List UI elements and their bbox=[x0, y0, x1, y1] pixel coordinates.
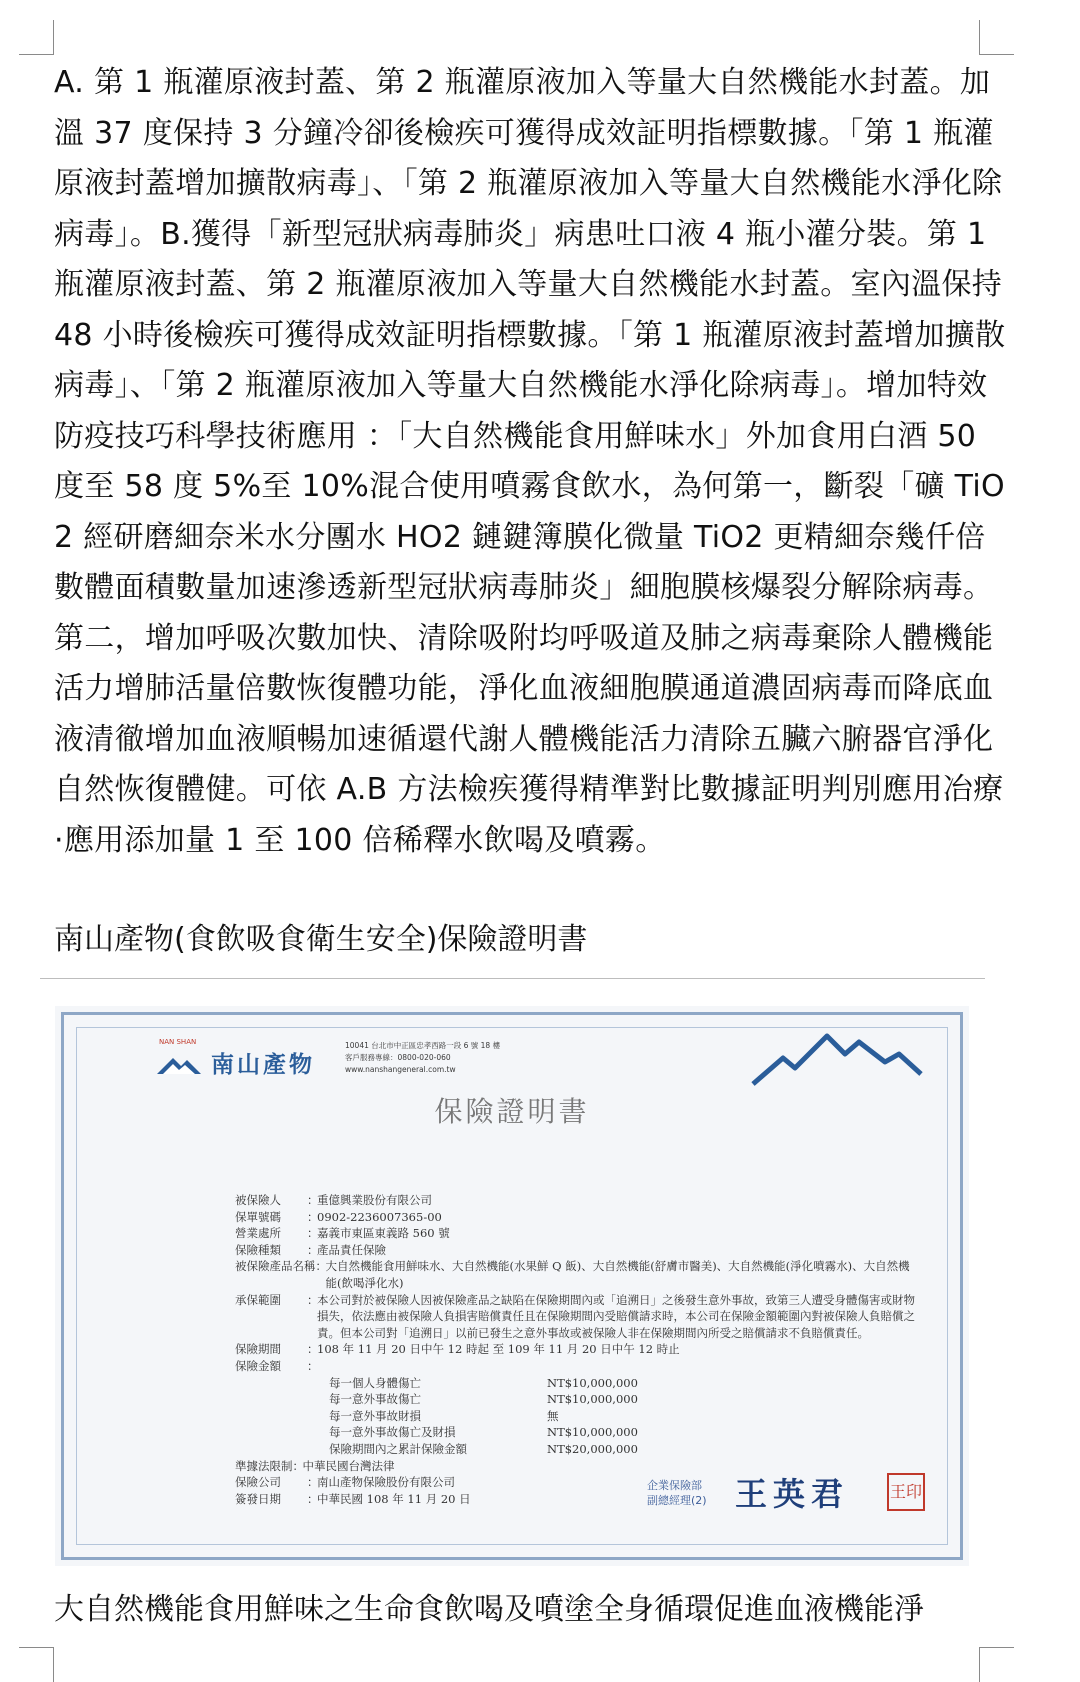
signer-title: 副總經理(2) bbox=[647, 1494, 707, 1507]
amount-value: NT$20,000,000 bbox=[547, 1441, 638, 1456]
field-value: 重億興業股份有限公司 bbox=[317, 1193, 432, 1207]
field-value: 中華民國台灣法律 bbox=[302, 1458, 395, 1473]
amount-value: 無 bbox=[547, 1408, 559, 1423]
field-value bbox=[317, 1358, 915, 1375]
field-label: 保單號碼 bbox=[235, 1209, 281, 1224]
certificate-field-row bbox=[235, 1192, 915, 1209]
certificate-heading: 南山產物(食飲吸食衛生安全)保險證明書 bbox=[54, 922, 588, 957]
coverage-amount-row bbox=[235, 1375, 915, 1392]
signer-department: 企業保險部 bbox=[647, 1479, 702, 1492]
amount-value: NT$10,000,000 bbox=[547, 1375, 638, 1390]
field-label: 保險金額 bbox=[235, 1358, 281, 1373]
field-colon: ： bbox=[307, 1342, 319, 1357]
field-label: 保險公司 bbox=[235, 1475, 281, 1490]
field-label: 保險期間 bbox=[235, 1342, 281, 1357]
field-label: 被保險產品名稱 bbox=[235, 1259, 316, 1274]
crop-mark-bottom-left bbox=[19, 1647, 54, 1682]
field-value: 嘉義市東區東義路 560 號 bbox=[317, 1226, 450, 1241]
field-value: 南山產物保險股份有限公司 bbox=[317, 1475, 455, 1490]
mountain-decoration-icon bbox=[749, 1028, 924, 1088]
amount-value: NT$10,000,000 bbox=[547, 1392, 638, 1407]
amount-label: 每一意外事故傷亡 bbox=[329, 1392, 421, 1407]
field-colon: ： bbox=[292, 1458, 304, 1473]
coverage-amount-row bbox=[235, 1424, 915, 1441]
certificate-field-row bbox=[235, 1209, 915, 1226]
body-paragraph: A. 第 1 瓶灌原液封蓋、第 2 瓶灌原液加入等量大自然機能水封蓋。加溫 37 度保持 3 分鐘冷卻後檢疾可獲得成效証明指標數據。「第 1 瓶灌原液封蓋增加擴散病毒」、「第 2 瓶灌原液加入等量大自然機能水淨化除病毒」。B.獲得「新型冠狀病毒肺炎」病患吐口液 4 瓶小灌分裝。第 1 瓶灌原液封蓋、第 2 瓶灌原液加入等量大自然機能水封蓋。室內溫保持 48 小時後檢疾可獲得成效証明指標數據。「第 1 瓶灌原液封蓋增加擴散病毒」、「第 2 瓶灌原液加入等量大自然機能水淨化除病毒」。增加特效防疫技巧科學技術應用 ：「大自然機能食用鮮味水」外加食用白酒 50 度至 58 度 5%至 10%混合使用噴霧食飲水，為何第一，斷裂「礦 TiO2 經研磨細奈米水分團水 HO2 鏈鍵簿膜化微量 TiO2 更精細奈幾仟倍數體面積數量加速滲透新型冠狀病毒肺炎」細胞膜核爆裂分解除病毒。第二，增加呼吸次數加快、清除吸附均呼吸道及肺之病毒棄除人體機能活力增肺活量倍數恢復體功能，淨化血液細胞膜通道濃固病毒而降底血液清徹增加血液順暢加速循還代謝人體機能活力清除五臟六腑器官淨化自然恢復體健。可依 A.B 方法檢疾獲得精準對比數據証明判別應用冶療 ·應用添加量 1 至 100 倍稀釋水飲喝及噴霧。 bbox=[54, 65, 1006, 858]
crop-mark-top-left bbox=[19, 20, 54, 55]
contact-phone: 客戶服務專線：0800-020-060 bbox=[345, 1053, 451, 1062]
amount-label: 每一意外事故傷亡及財損 bbox=[329, 1425, 456, 1440]
insurance-certificate-image bbox=[55, 1006, 969, 1566]
coverage-amount-row bbox=[235, 1408, 915, 1425]
field-colon: ： bbox=[307, 1358, 319, 1373]
field-colon: ： bbox=[307, 1193, 319, 1207]
amount-value: NT$10,000,000 bbox=[547, 1425, 638, 1440]
divider bbox=[40, 978, 985, 979]
signer-name: 王英君 bbox=[735, 1475, 850, 1513]
certificate-field-row bbox=[235, 1341, 915, 1358]
amount-label: 每一意外事故財損 bbox=[329, 1408, 421, 1423]
field-label: 營業處所 bbox=[235, 1226, 281, 1241]
field-colon: ： bbox=[307, 1242, 319, 1257]
field-value: 產品責任保險 bbox=[317, 1242, 386, 1257]
field-value: 大自然機能食用鮮味水、大自然機能(水果鮮 Q 飯)、大自然機能(舒膚市醫美)、大自然機能(淨化噴霧水)、大自然機能(飲喝淨化水) bbox=[325, 1259, 910, 1290]
company-logo bbox=[155, 1038, 315, 1079]
field-label: 承保範圍 bbox=[235, 1292, 281, 1307]
certificate-field-row bbox=[235, 1258, 915, 1291]
mountain-logo-icon bbox=[155, 1050, 203, 1076]
crop-mark-top-right bbox=[979, 20, 1014, 55]
coverage-amount-row bbox=[235, 1441, 915, 1458]
crop-mark-bottom-right bbox=[979, 1647, 1014, 1682]
contact-address: 10041 台北市中正區忠孝西路一段 6 號 18 樓 bbox=[345, 1041, 501, 1050]
certificate-field-row bbox=[235, 1358, 915, 1375]
field-label: 準據法限制 bbox=[235, 1458, 293, 1473]
red-seal-stamp: 王印 bbox=[887, 1473, 925, 1511]
field-colon: ： bbox=[307, 1209, 319, 1224]
certificate-fields bbox=[235, 1192, 915, 1507]
field-value: 108 年 11 月 20 日中午 12 時起 至 109 年 11 月 20 日中午 12 時止 bbox=[317, 1342, 680, 1357]
amount-label: 每一個人身體傷亡 bbox=[329, 1375, 421, 1390]
field-colon: ： bbox=[307, 1475, 319, 1490]
closing-line: 大自然機能食用鮮味之生命食飲喝及噴塗全身循環促進血液機能淨 bbox=[54, 1592, 924, 1627]
certificate-field-row bbox=[235, 1225, 915, 1242]
company-contact bbox=[345, 1040, 500, 1076]
logo-tag: NAN SHAN bbox=[159, 1038, 197, 1046]
field-label: 被保險人 bbox=[235, 1193, 281, 1207]
contact-website: www.nanshangeneral.com.tw bbox=[345, 1065, 456, 1074]
field-colon: ： bbox=[307, 1491, 319, 1506]
field-colon: ： bbox=[307, 1292, 319, 1307]
field-label: 保險種類 bbox=[235, 1242, 281, 1257]
field-value: 0902-2236007365-00 bbox=[317, 1209, 442, 1224]
field-label: 簽發日期 bbox=[235, 1491, 281, 1506]
field-value: 中華民國 108 年 11 月 20 日 bbox=[317, 1491, 471, 1506]
signer-block bbox=[647, 1478, 707, 1508]
certificate-title: 保險證明書 bbox=[434, 1095, 590, 1128]
amount-label: 保險期間內之累計保險金額 bbox=[329, 1441, 467, 1456]
logo-name: 南山產物 bbox=[211, 1052, 315, 1078]
coverage-amount-row bbox=[235, 1391, 915, 1408]
certificate-field-row bbox=[235, 1292, 915, 1342]
certificate-field-row bbox=[235, 1242, 915, 1259]
field-value: 本公司對於被保險人因被保險產品之缺陷在保險期間內或「追溯日」之後發生意外事故，致第三人遭受身體傷害或財物損失，依法應由被保險人負損害賠償責任且在保險期間內受賠償請求時，本公司在保險金額範圍內對被保險人負賠償之責。但本公司對「追溯日」以前已發生之意外事故或被保險人非在保險期間內所受之賠償請求不負賠償責任。 bbox=[317, 1292, 915, 1340]
field-colon: ： bbox=[307, 1226, 319, 1241]
field-colon: ： bbox=[315, 1259, 327, 1274]
